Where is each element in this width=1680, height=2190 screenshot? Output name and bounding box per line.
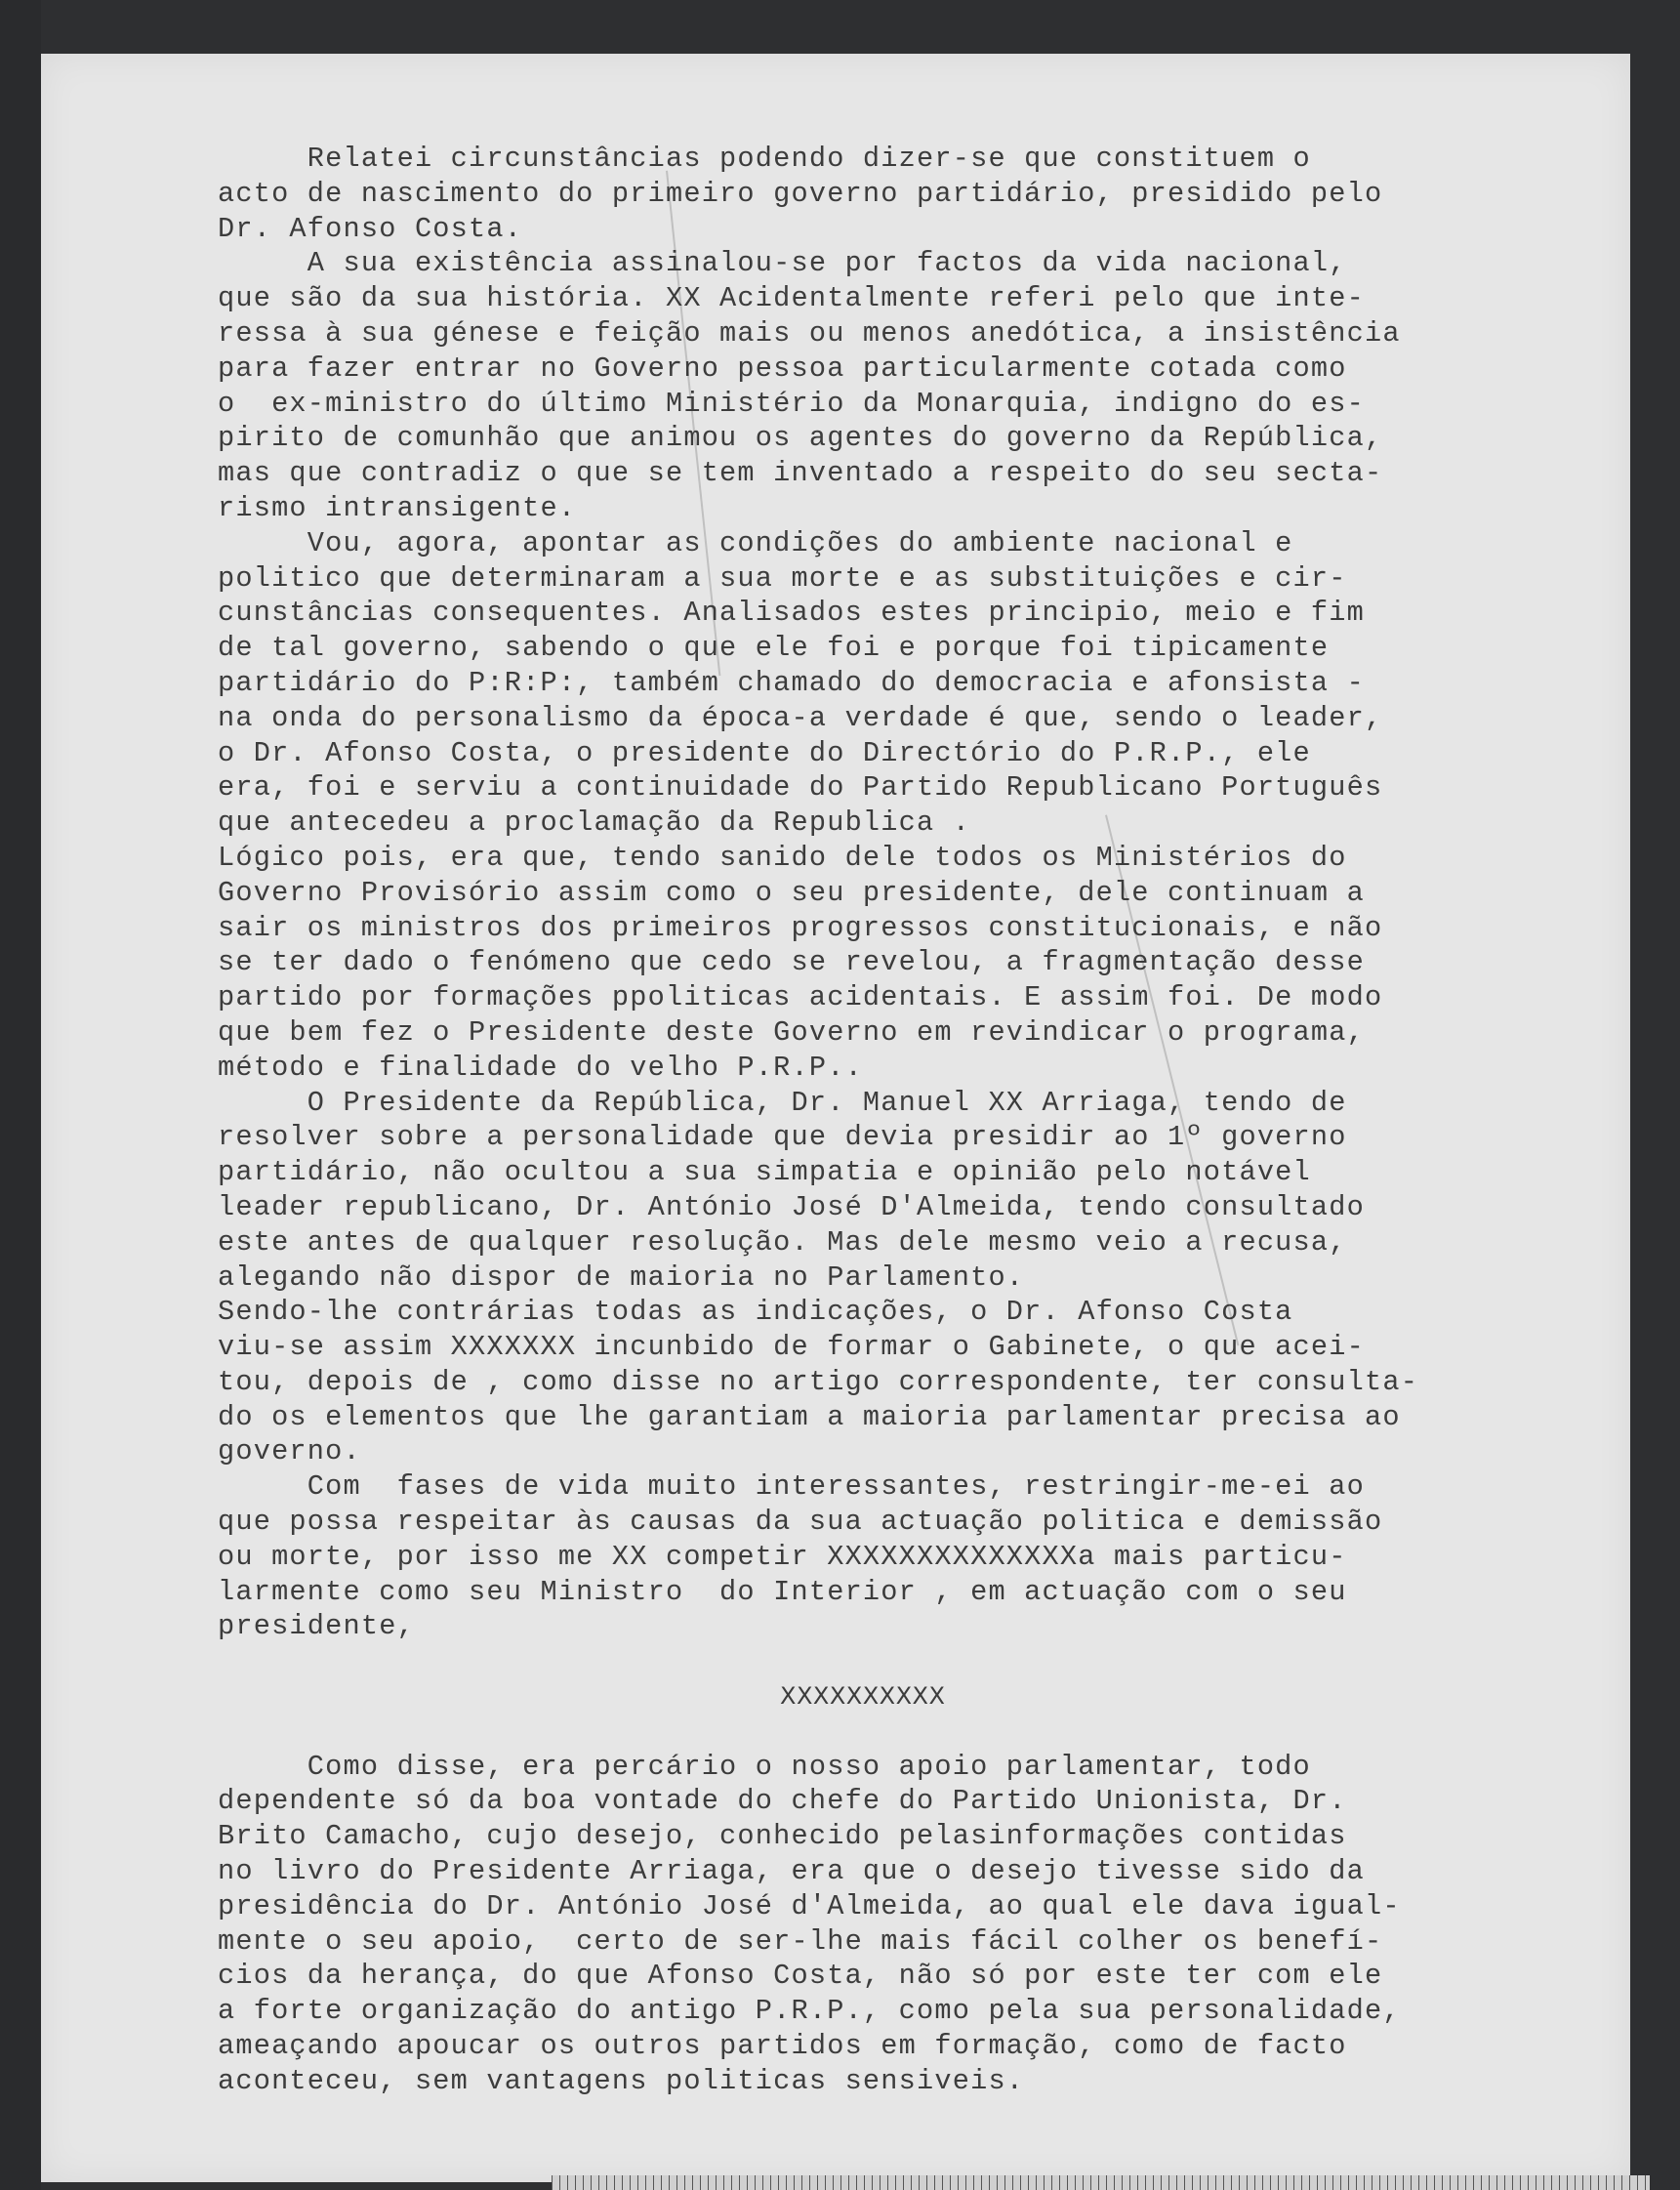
text-line: que antecedeu a proclamação da Republica . <box>218 806 971 840</box>
text-line: de tal governo, sabendo o que ele foi e porque foi tipicamente <box>218 632 1330 665</box>
text-line: A sua existência assinalou-se por factos da vida nacional, <box>218 247 1347 280</box>
text-line: pirito de comunhão que animou os agentes do governo da República, <box>218 422 1383 455</box>
text-line: do os elementos que lhe garantiam a maioria parlamentar precisa ao <box>218 1400 1401 1433</box>
text-line: Com fases de vida muito interessantes, restringir-me-ei ao <box>218 1470 1365 1504</box>
text-line: Como disse, era percário o nosso apoio parlamentar, todo <box>218 1750 1311 1783</box>
text-line: partidário, não ocultou a sua simpatia e opinião pelo notável <box>218 1156 1311 1189</box>
text-line: ou morte, por isso me XX competir XXXXXXXXXXXXXXa mais particu- <box>218 1540 1347 1573</box>
text-line: tou, depois de , como disse no artigo correspondente, ter consulta- <box>218 1365 1419 1398</box>
text-line: no livro do Presidente Arriaga, era que o desejo tivesse sido da <box>218 1855 1365 1888</box>
scan-ruler <box>552 2175 1650 2190</box>
text-line: mente o seu apoio, certo de ser-lhe mais fácil colher os benefí- <box>218 1924 1383 1958</box>
text-line: partidário do P:R:P:, também chamado do democracia e afonsista - <box>218 666 1365 699</box>
ruler-ticks <box>552 2175 1650 2190</box>
text-line: se ter dado o fenómeno que cedo se revelou, a fragmentação desse <box>218 946 1365 979</box>
text-line: aconteceu, sem vantagens politicas sensiveis. <box>218 2064 1025 2097</box>
text-line: alegando não dispor de maioria no Parlamento. <box>218 1260 1025 1294</box>
scan-background-edge <box>0 0 41 2190</box>
text-line: Relatei circunstâncias podendo dizer-se que constituem o <box>218 143 1311 175</box>
text-line: presidente, <box>218 1610 415 1643</box>
text-line: dependente só da boa vontade do chefe do Partido Unionista, Dr. <box>218 1785 1347 1818</box>
text-line: governo. <box>218 1435 361 1468</box>
text-line: leader republicano, Dr. António José D'Almeida, tendo consultado <box>218 1190 1365 1223</box>
text-line: que possa respeitar às causas da sua actuação politica e demissão <box>218 1506 1383 1539</box>
text-line: O Presidente da República, Dr. Manuel XX Arriaga, tendo de <box>218 1086 1347 1119</box>
spacer <box>218 1715 1545 1750</box>
text-line: ameaçando apoucar os outros partidos em formação, como de facto <box>218 2030 1347 2063</box>
text-line: Lógico pois, era que, tendo sanido dele todos os Ministérios do <box>218 841 1347 874</box>
text-line: cios da herança, do que Afonso Costa, não só por este ter com ele <box>218 1960 1383 1993</box>
text-line: politico que determinaram a sua morte e as substituições e cir- <box>218 561 1347 595</box>
text-line: partido por formações ppoliticas acidentais. E assim foi. De modo <box>218 981 1383 1014</box>
text-line: para fazer entrar no Governo pessoa particularmente cotada como <box>218 351 1347 385</box>
text-line: viu-se assim XXXXXXX incunbido de formar o Gabinete, o que acei- <box>218 1331 1365 1364</box>
text-line: que bem fez o Presidente deste Governo em revindicar o programa, <box>218 1015 1365 1049</box>
text-line: Sendo-lhe contrárias todas as indicações, o Dr. Afonso Costa <box>218 1296 1293 1329</box>
text-line: que são da sua história. XX Acidentalmente referi pelo que inte- <box>218 282 1365 315</box>
text-line: presidência do Dr. António José d'Almeida, ao qual ele dava igual- <box>218 1889 1401 1922</box>
text-line: Vou, agora, apontar as condições do ambiente nacional e <box>218 526 1293 559</box>
text-line: acto de nascimento do primeiro governo partidário, presidido pelo <box>218 177 1383 210</box>
text-line: sair os ministros dos primeiros progressos constitucionais, e não <box>218 911 1383 944</box>
text-line: o Dr. Afonso Costa, o presidente do Directório do P.R.P., ele <box>218 736 1311 769</box>
text-line: era, foi e serviu a continuidade do Partido Republicano Português <box>218 771 1383 805</box>
text-line: larmente como seu Ministro do Interior , em actuação com o seu <box>218 1575 1347 1608</box>
text-line: este antes de qualquer resolução. Mas dele mesmo veio a recusa, <box>218 1225 1347 1259</box>
text-line: na onda do personalismo da época-a verdade é que, sendo o leader, <box>218 701 1383 734</box>
text-line: resolver sobre a personalidade que devia presidir ao 1º governo <box>218 1121 1347 1154</box>
section-divider: XXXXXXXXXX <box>780 1682 946 1711</box>
text-line: a forte organização do antigo P.R.P., como pela sua personalidade, <box>218 1995 1401 2028</box>
text-line: o ex-ministro do último Ministério da Monarquia, indigno do es- <box>218 387 1365 420</box>
document-body <box>218 142 1545 2099</box>
text-line: Brito Camacho, cujo desejo, conhecido pelasinformações contidas <box>218 1820 1347 1853</box>
text-line: rismo intransigente. <box>218 491 577 524</box>
spacer <box>218 1644 1545 1679</box>
text-line: ressa à sua génese e feição mais ou menos anedótica, a insistência <box>218 316 1401 350</box>
text-line: Dr. Afonso Costa. <box>218 212 523 245</box>
text-line: mas que contradiz o que se tem inventado a respeito do seu secta- <box>218 457 1383 490</box>
text-line: cunstâncias consequentes. Analisados estes principio, meio e fim <box>218 597 1365 630</box>
text-line: Governo Provisório assim como o seu presidente, dele continuam a <box>218 876 1365 909</box>
text-line: método e finalidade do velho P.R.P.. <box>218 1051 863 1084</box>
